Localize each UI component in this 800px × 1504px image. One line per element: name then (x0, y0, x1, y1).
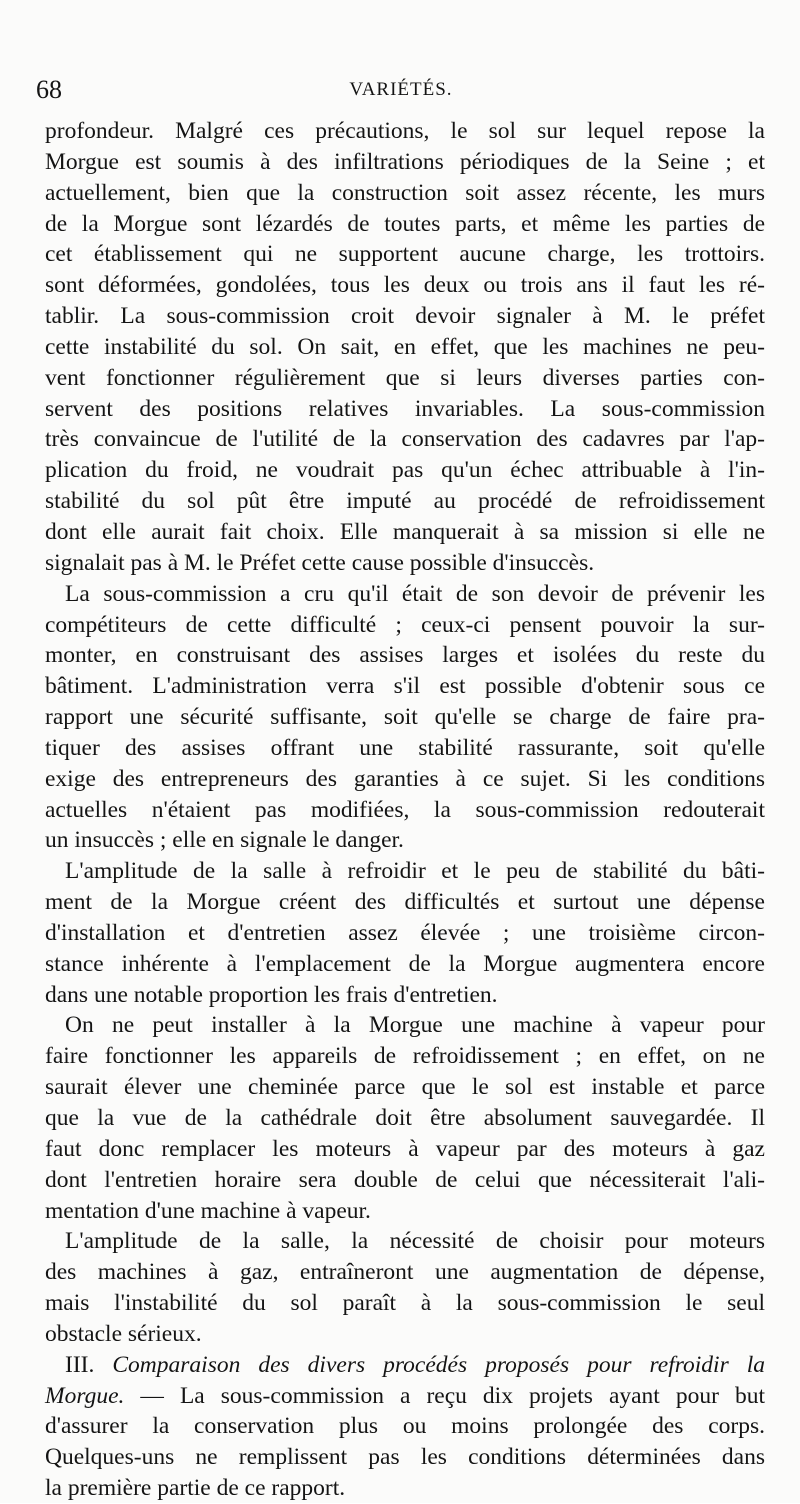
text-line: stabilité du sol pût être imputé au procédé de refroidissement (45, 488, 765, 515)
text-line: profondeur. Malgré ces précautions, le sol sur lequel repose la (45, 118, 765, 144)
text-line: dont elle aurait fait choix. Elle manquerait à sa mission si elle ne (45, 518, 765, 545)
text-line: cet établissement qui ne supportent aucune charge, les trottoirs. (45, 241, 765, 268)
text-line: mais l'instabilité du sol paraît à la sous-commission le seul (45, 1290, 765, 1317)
text-line: On ne peut installer à la Morgue une machine à vapeur pour (65, 1012, 765, 1039)
text-line: un insuccès ; elle en signale le danger. (45, 827, 404, 854)
running-head: VARIÉTÉS. (349, 79, 453, 100)
text-line: bâtiment. L'administration verra s'il est possible d'obtenir sous ce (45, 673, 765, 700)
text-line: actuellement, bien que la construction soit assez récente, les murs (45, 179, 765, 206)
text-line: faut donc remplacer les moteurs à vapeur par des moteurs à gaz (45, 1135, 765, 1162)
text-line: d'installation et d'entretien assez élevée ; une troisième circon- (45, 919, 765, 946)
text-line: L'amplitude de la salle à refroidir et le peu de stabilité du bâti- (65, 858, 765, 885)
text-line: ment de la Morgue créent des difficultés et surtout une dépense (45, 889, 765, 916)
text-line: que la vue de la cathédrale doit être absolument sauvegardée. Il (45, 1105, 765, 1131)
text-line: faire fonctionner les appareils de refroidissement ; en effet, on ne (45, 1043, 765, 1070)
text-line: saurait élever une cheminée parce que le sol est instable et parce (45, 1074, 765, 1101)
text-line: Quelques-uns ne remplissent pas les conditions déterminées dans (45, 1444, 765, 1471)
text-line: La sous-commission a cru qu'il était de son devoir de prévenir les (65, 580, 765, 607)
text-line: Morgue est soumis à des infiltrations périodiques de la Seine ; et (45, 148, 765, 175)
text-line: rapport une sécurité suffisante, soit qu'elle se charge de faire pra- (45, 704, 765, 731)
body-text (45, 116, 765, 1504)
text-line: dont l'entretien horaire sera double de celui que nécessiterait l'ali- (45, 1166, 765, 1193)
section-title: Comparaison des divers procédés proposés pour refroidir la (112, 1351, 766, 1378)
text-line: tiquer des assises offrant une stabilité rassurante, soit qu'elle (45, 734, 765, 761)
text-line: L'amplitude de la salle, la nécessité de choisir pour moteurs (65, 1228, 765, 1255)
text-line: dans une notable proportion les frais d'entretien. (45, 981, 498, 1008)
text-line: mentation d'une machine à vapeur. (45, 1197, 371, 1224)
text-line: de la Morgue sont lézardés de toutes parts, et même les parties de (45, 210, 765, 237)
text-line: monter, en construisant des assises larges et isolées du reste du (45, 642, 765, 669)
text-line (45, 1381, 765, 1412)
text-line: plication du froid, ne voudrait pas qu'un échec attribuable à l'in- (45, 457, 765, 484)
text-line: vent fonctionner régulièrement que si leurs diverses parties con- (45, 364, 765, 391)
text-line: très convaincue de l'utilité de la conservation des cadavres par l'ap- (45, 426, 765, 453)
page-number: 68 (36, 75, 62, 104)
text-line: sont déformées, gondolées, tous les deux ou trois ans il faut les ré- (45, 272, 765, 299)
text-line: servent des positions relatives invariables. La sous-commission (45, 395, 765, 422)
page-header (36, 72, 766, 108)
text-line: exige des entrepreneurs des garanties à ce sujet. Si les conditions (45, 765, 765, 792)
section-heading-line (45, 1350, 765, 1381)
text-line: stance inhérente à l'emplacement de la Morgue augmentera encore (45, 950, 765, 977)
text-line: compétiteurs de cette difficulté ; ceux-ci pensent pouvoir la sur- (45, 611, 765, 638)
text-line: d'assurer la conservation plus ou moins prolongée des corps. (45, 1413, 765, 1440)
text-line: cette instabilité du sol. On sait, en effet, que les machines ne peu- (45, 333, 765, 360)
text-line: obstacle sérieux. (45, 1320, 202, 1347)
text-line: signalait pas à M. le Préfet cette cause possible d'insuccès. (45, 549, 595, 576)
section-text: — La sous-commission a reçu dix projets ayant pour but (124, 1382, 765, 1409)
text-line: tablir. La sous-commission croit devoir signaler à M. le préfet (45, 303, 765, 330)
text-line: la première partie de ce rapport. (45, 1475, 346, 1502)
section-title-continued: Morgue. (45, 1382, 125, 1409)
section-number: III. (65, 1351, 95, 1378)
text-line: des machines à gaz, entraîneront une augmentation de dépense, (45, 1259, 765, 1286)
text-line: actuelles n'étaient pas modifiées, la sous-commission redouterait (45, 796, 765, 823)
